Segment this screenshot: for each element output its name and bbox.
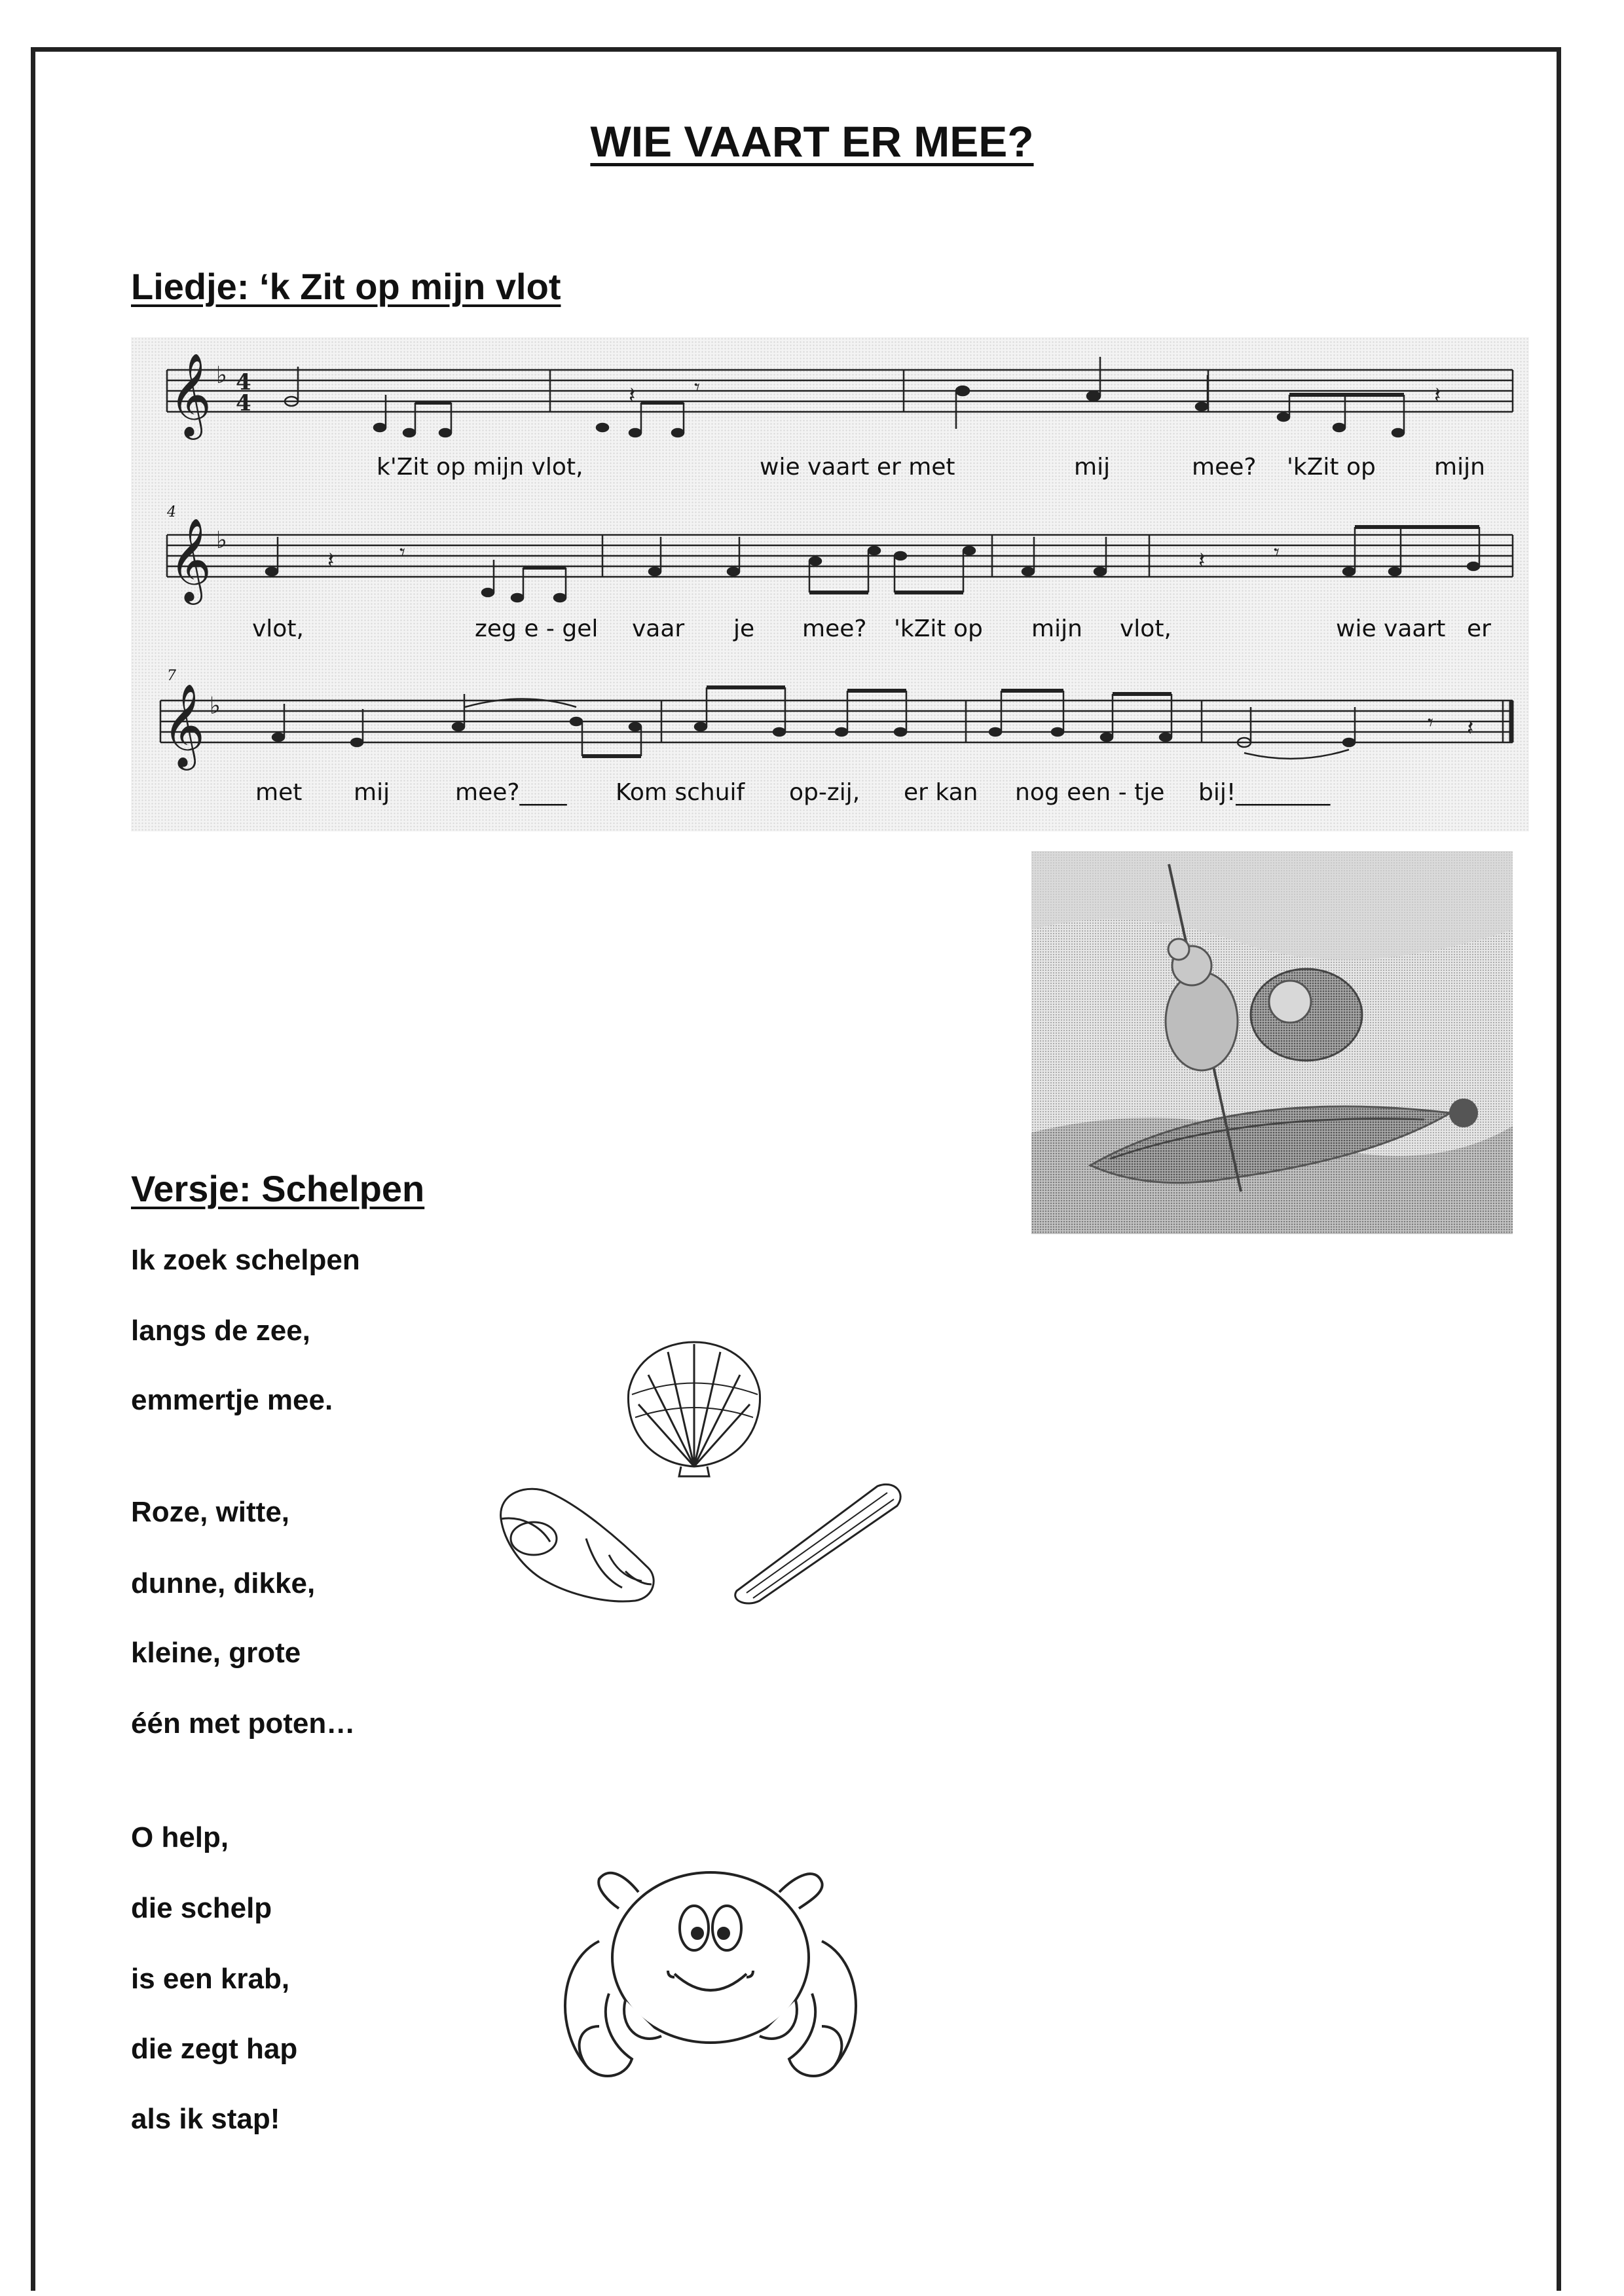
lyric: er kan xyxy=(904,779,978,806)
lyrics-row-2 xyxy=(131,615,1529,648)
raft-photo xyxy=(1031,851,1513,1234)
svg-text:𝄽: 𝄽 xyxy=(1467,715,1474,741)
svg-text:♭: ♭ xyxy=(216,362,227,389)
svg-text:𝄽: 𝄽 xyxy=(327,547,335,574)
svg-text:♭: ♭ xyxy=(216,527,227,554)
lyric: op-zij, xyxy=(789,779,860,806)
svg-text:4: 4 xyxy=(236,390,251,416)
snail-shell-icon xyxy=(488,1480,665,1611)
lyric: met xyxy=(255,779,303,806)
svg-text:𝄽: 𝄽 xyxy=(629,382,636,409)
svg-text:𝄾: 𝄾 xyxy=(399,539,406,566)
sheet-music xyxy=(131,337,1529,831)
lyric: Kom schuif xyxy=(616,779,745,806)
lyric: mij xyxy=(354,779,390,806)
lyric: vlot, xyxy=(1120,615,1172,642)
razor-shell-icon xyxy=(727,1476,910,1607)
lyric: 'kZit op xyxy=(1287,454,1376,481)
lyric: mee? xyxy=(1192,454,1257,481)
lyric: er xyxy=(1467,615,1491,642)
lyric: mijn xyxy=(1434,454,1485,481)
poem-line: die schelp xyxy=(131,1892,272,1924)
poem-line: kleine, grote xyxy=(131,1637,301,1669)
poem-line: is een krab, xyxy=(131,1963,290,1995)
svg-text:𝄾: 𝄾 xyxy=(694,374,701,401)
raft-photo-illustration xyxy=(1031,851,1513,1234)
measure-number: 7 xyxy=(167,668,176,684)
svg-text:𝄞: 𝄞 xyxy=(169,352,212,436)
poem-heading: Versje: Schelpen xyxy=(131,1168,425,1209)
svg-text:♭: ♭ xyxy=(210,693,221,720)
svg-text:𝄞: 𝄞 xyxy=(169,517,212,601)
poem-line: langs de zee, xyxy=(131,1315,310,1347)
lyric: bij!________ xyxy=(1198,779,1331,806)
lyrics-row-3 xyxy=(131,779,1529,812)
svg-text:𝄽: 𝄽 xyxy=(1198,547,1206,574)
svg-text:𝄾: 𝄾 xyxy=(1428,710,1434,736)
svg-text:4: 4 xyxy=(236,369,251,395)
svg-text:𝄽: 𝄽 xyxy=(1434,382,1441,409)
lyric: nog een - tje xyxy=(1015,779,1165,806)
measure-number: 4 xyxy=(167,504,176,520)
svg-text:𝄾: 𝄾 xyxy=(1274,539,1280,566)
lyric: vlot, xyxy=(252,615,304,642)
lyric: wie vaart er met xyxy=(760,454,955,481)
poem-line: O help, xyxy=(131,1821,229,1853)
song-heading: Liedje: ‘k Zit op mijn vlot xyxy=(131,266,561,307)
lyric: je xyxy=(733,615,755,642)
lyric: mee? xyxy=(802,615,867,642)
lyric: mij xyxy=(1074,454,1111,481)
sheet-music-staves xyxy=(131,337,1529,831)
poem-line: dunne, dikke, xyxy=(131,1567,316,1599)
lyrics-row-1 xyxy=(131,454,1529,486)
lyric: mee?____ xyxy=(455,779,567,806)
svg-text:𝄞: 𝄞 xyxy=(162,683,206,767)
page-title: WIE VAART ER MEE? xyxy=(590,117,1034,166)
poem-line: Ik zoek schelpen xyxy=(131,1244,360,1276)
staff-1 xyxy=(167,370,1513,412)
lyric: vaar xyxy=(632,615,685,642)
lyric: 'kZit op xyxy=(894,615,983,642)
poem-line: emmertje mee. xyxy=(131,1384,333,1416)
poem-line: één met poten… xyxy=(131,1707,356,1740)
staff-2 xyxy=(167,535,1513,577)
poem-line: Roze, witte, xyxy=(131,1496,290,1528)
scallop-shell-icon xyxy=(619,1332,769,1480)
poem-line: die zegt hap xyxy=(131,2033,298,2065)
lyric: mijn xyxy=(1031,615,1082,642)
smiling-crab-icon xyxy=(547,1830,874,2124)
lyric: k'Zit op mijn vlot, xyxy=(377,454,583,481)
poem-line: als ik stap! xyxy=(131,2103,280,2135)
lyric: zeg e - gel xyxy=(475,615,599,642)
lyric: wie vaart xyxy=(1336,615,1446,642)
